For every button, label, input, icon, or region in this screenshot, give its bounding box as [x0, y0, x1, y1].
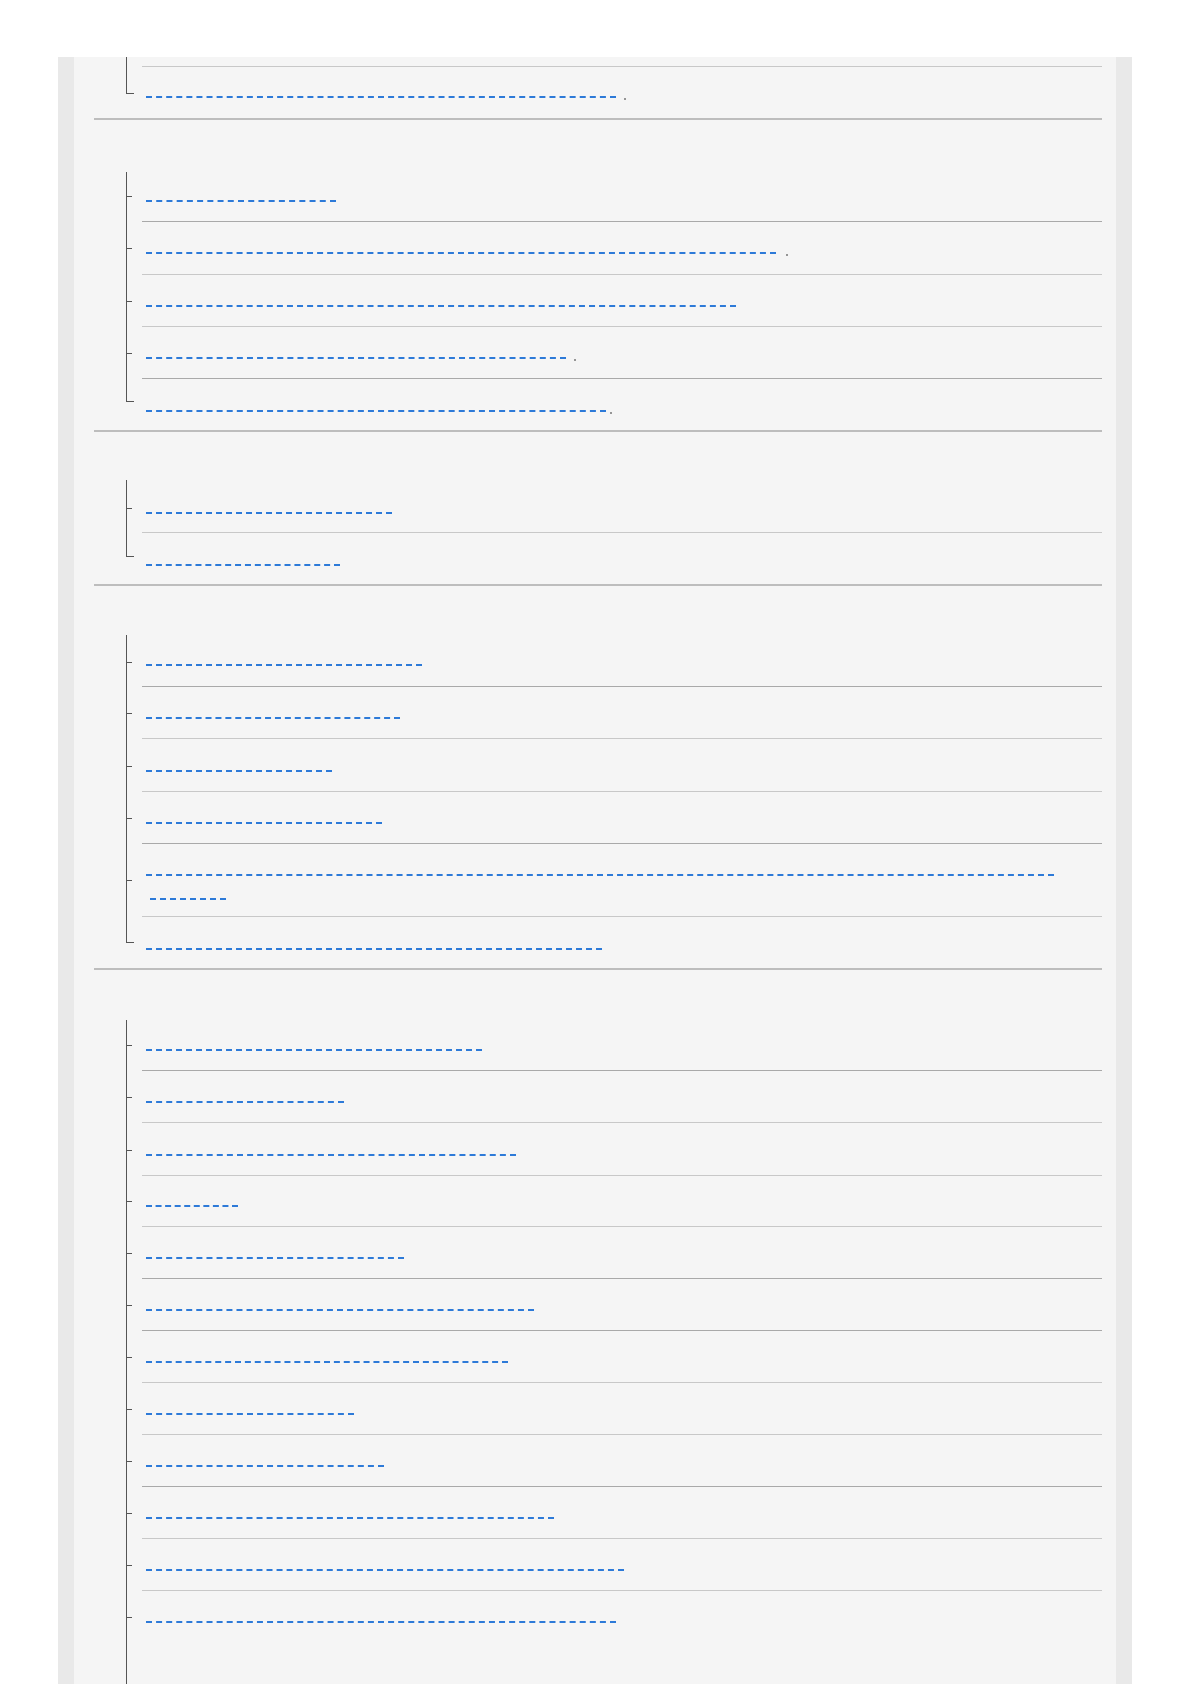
tree-branch	[126, 353, 132, 354]
toc-link[interactable]	[146, 345, 566, 359]
toc-link[interactable]	[146, 1453, 384, 1467]
tree-branch	[126, 1253, 132, 1254]
toc-link[interactable]	[146, 1505, 554, 1519]
tree-branch	[126, 248, 132, 249]
row-separator	[142, 532, 1102, 533]
row-separator	[142, 1382, 1102, 1383]
row-separator	[142, 1278, 1102, 1279]
tree-rail	[126, 1020, 127, 1684]
tree-branch	[126, 818, 132, 819]
toc-link[interactable]	[146, 188, 336, 202]
tree-branch	[126, 766, 132, 767]
row-separator	[142, 791, 1102, 792]
tree-branch	[126, 1201, 132, 1202]
row-separator	[142, 686, 1102, 687]
tree-branch	[126, 1617, 132, 1618]
tree-branch	[126, 1097, 132, 1098]
row-separator	[142, 738, 1102, 739]
tree-branch	[126, 880, 132, 881]
toc-link[interactable]	[146, 293, 736, 307]
row-separator	[142, 1538, 1102, 1539]
section-divider	[94, 968, 1102, 970]
toc-link[interactable]	[146, 862, 1054, 876]
tree-branch	[126, 1513, 132, 1514]
tree-rail	[126, 57, 127, 93]
page-ref-mark	[624, 98, 626, 100]
toc-link[interactable]	[146, 936, 602, 950]
section-divider	[94, 584, 1102, 586]
row-separator	[142, 221, 1102, 222]
toc-link[interactable]	[146, 1349, 508, 1363]
toc-link[interactable]	[146, 1609, 616, 1623]
toc-link[interactable]	[146, 1401, 354, 1415]
row-separator	[142, 1226, 1102, 1227]
tree-rail	[126, 172, 127, 401]
toc-link-continuation[interactable]	[150, 886, 226, 900]
toc-link[interactable]	[146, 810, 382, 824]
tree-branch	[126, 662, 132, 663]
tree-rail	[126, 480, 127, 556]
tree-branch	[126, 1357, 132, 1358]
toc-link[interactable]	[146, 552, 340, 566]
toc-link[interactable]	[146, 1557, 624, 1571]
toc-link[interactable]	[146, 398, 606, 412]
tree-branch	[126, 1461, 132, 1462]
tree-branch	[126, 1150, 132, 1151]
row-separator	[142, 1434, 1102, 1435]
tree-branch	[126, 508, 132, 509]
toc-link[interactable]	[146, 500, 392, 514]
toc-link[interactable]	[146, 705, 400, 719]
row-separator	[142, 1070, 1102, 1071]
tree-branch	[126, 1565, 132, 1566]
toc-link[interactable]	[146, 1297, 534, 1311]
section-divider	[94, 118, 1102, 120]
toc-link[interactable]	[146, 652, 422, 666]
toc-link[interactable]	[146, 758, 332, 772]
tree-branch	[126, 556, 134, 557]
row-separator	[142, 843, 1102, 844]
tree-branch	[126, 93, 134, 94]
page-ref-mark	[610, 412, 612, 414]
tree-branch	[126, 1305, 132, 1306]
tree-branch	[126, 1045, 132, 1046]
tree-branch	[126, 401, 134, 402]
tree-branch	[126, 713, 132, 714]
row-separator	[142, 1175, 1102, 1176]
tree-branch	[126, 196, 132, 197]
page-ref-mark	[574, 359, 576, 361]
row-separator	[142, 1590, 1102, 1591]
tree-rail	[126, 635, 127, 942]
row-separator	[142, 916, 1102, 917]
tree-branch	[126, 301, 132, 302]
toc-link[interactable]	[146, 1142, 516, 1156]
toc-link[interactable]	[146, 84, 616, 98]
toc-link[interactable]	[146, 240, 776, 254]
toc-link[interactable]	[146, 1089, 344, 1103]
toc-link[interactable]	[146, 1193, 238, 1207]
row-separator	[142, 274, 1102, 275]
toc-link[interactable]	[146, 1245, 404, 1259]
row-separator	[142, 378, 1102, 379]
row-separator	[142, 1330, 1102, 1331]
section-divider	[94, 430, 1102, 432]
row-separator	[142, 1486, 1102, 1487]
tree-branch	[126, 1409, 132, 1410]
page-ref-mark	[786, 254, 788, 256]
row-separator	[142, 1122, 1102, 1123]
row-separator	[142, 326, 1102, 327]
toc-link[interactable]	[146, 1037, 482, 1051]
row-separator	[142, 66, 1102, 67]
tree-branch	[126, 942, 134, 943]
